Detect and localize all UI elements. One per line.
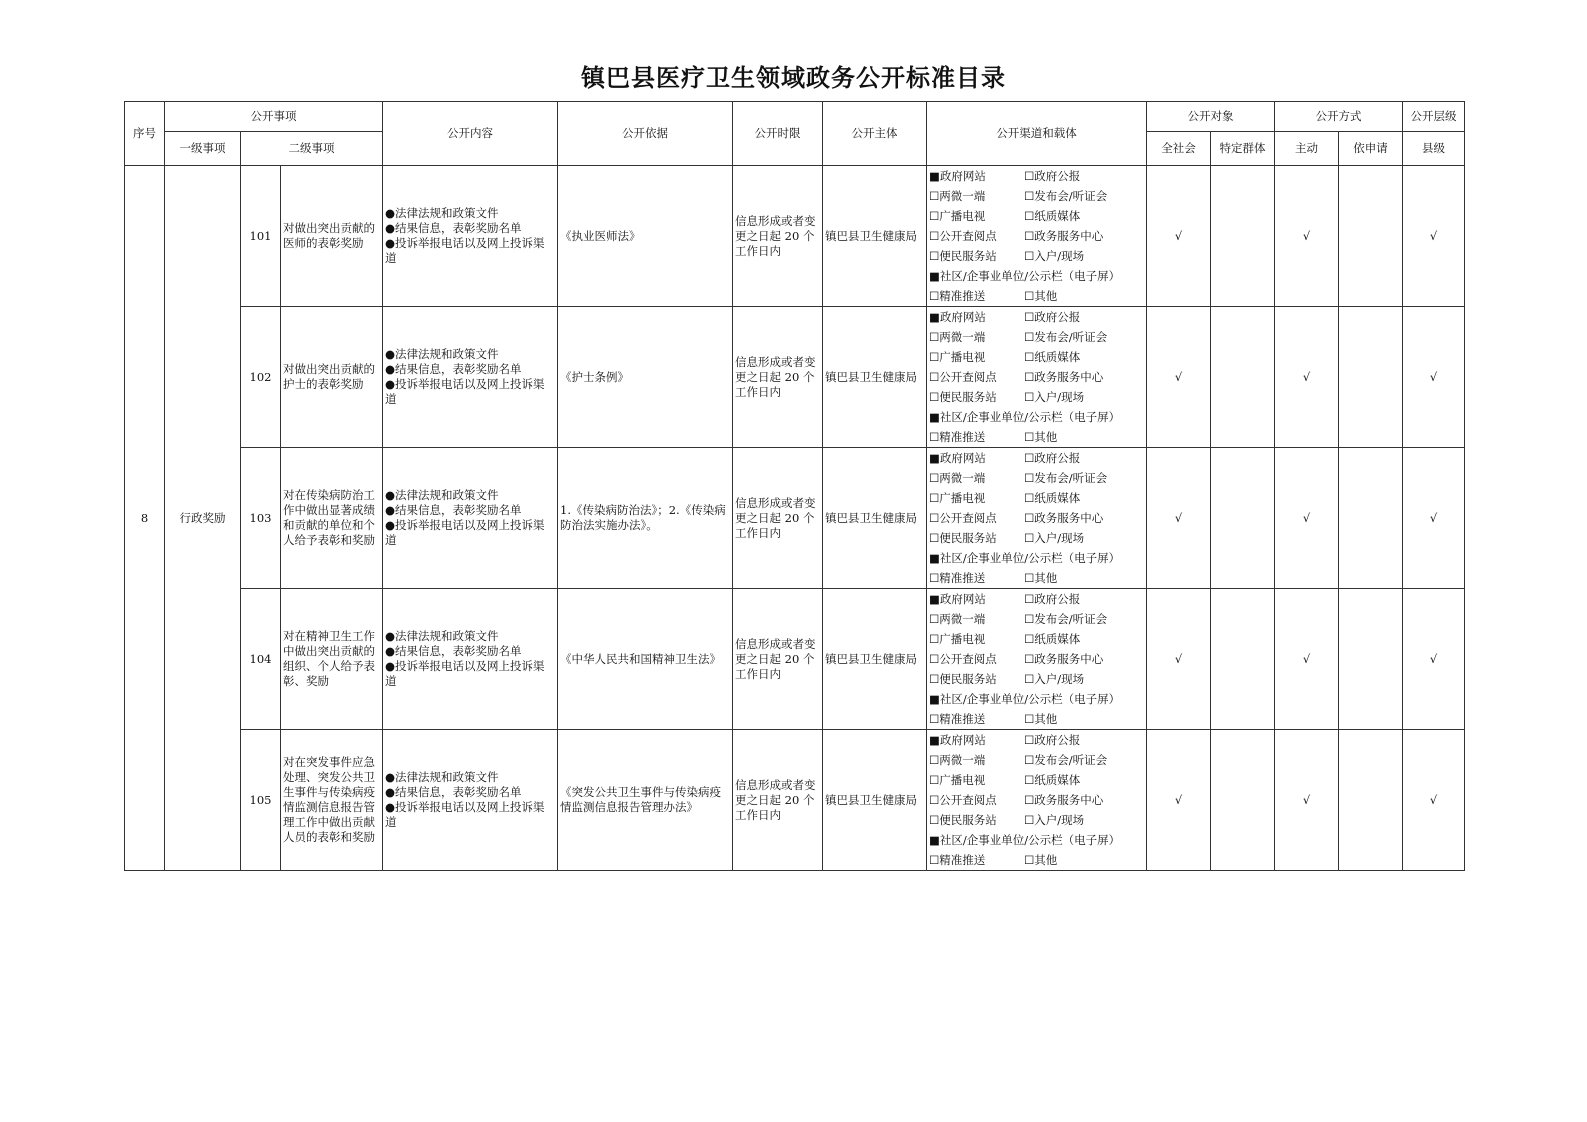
header-time-limit: 公开时限 — [733, 102, 823, 166]
channel-option: ■政府网站 — [929, 733, 986, 747]
channel-option: ☐政务服务中心 — [1024, 370, 1104, 384]
level-county-check: √ — [1403, 730, 1465, 871]
channel-line — [929, 649, 1144, 669]
group-level1-cell: 行政奖励 — [165, 166, 241, 871]
basis-cell: 1.《传染病防治法》；2.《传染病防治法实施办法》。 — [558, 448, 733, 589]
channel-option: ☐两微一端 — [929, 330, 986, 344]
table-row — [125, 166, 1465, 307]
channel-option: ☐精准推送 — [929, 712, 986, 726]
channel-option: ☐精准推送 — [929, 571, 986, 585]
content-cell — [383, 307, 558, 448]
channel-line — [929, 730, 1144, 750]
channel-option: ☐纸质媒体 — [1024, 773, 1081, 787]
table-row — [125, 307, 1465, 448]
channel-option: ☐精准推送 — [929, 289, 986, 303]
channel-line — [929, 246, 1144, 266]
channel-line — [929, 347, 1144, 367]
item-name-cell: 对在传染病防治工作中做出显著成绩和贡献的单位和个人给予表彰和奖励 — [281, 448, 383, 589]
channel-line — [929, 830, 1144, 850]
channels-cell — [927, 589, 1147, 730]
channel-line — [929, 286, 1144, 306]
channel-option: ☐广播电视 — [929, 632, 986, 646]
level-county-check: √ — [1403, 589, 1465, 730]
basis-cell: 《护士条例》 — [558, 307, 733, 448]
target-all-check: √ — [1147, 307, 1211, 448]
channel-line — [929, 367, 1144, 387]
channel-option: ☐广播电视 — [929, 209, 986, 223]
item-code-cell: 103 — [241, 448, 281, 589]
target-specific-check — [1211, 307, 1275, 448]
header-method-group: 公开方式 — [1275, 102, 1403, 132]
content-line: ●法律法规和政策文件 — [385, 206, 499, 220]
content-line: ●法律法规和政策文件 — [385, 347, 499, 361]
content-line: ●法律法规和政策文件 — [385, 629, 499, 643]
content-line: ●投诉举报电话以及网上投诉渠道 — [385, 800, 545, 829]
method-request-check — [1339, 448, 1403, 589]
method-active-check: √ — [1275, 307, 1339, 448]
content-line: ●结果信息，表彰奖励名单 — [385, 644, 522, 658]
channel-option: ☐纸质媒体 — [1024, 209, 1081, 223]
header-method-request: 依申请 — [1339, 132, 1403, 166]
method-active-check: √ — [1275, 166, 1339, 307]
item-name-cell: 对在突发事件应急处理、突发公共卫生事件与传染病疫情监测信息报告管理工作中做出贡献人员的表彰和奖励 — [281, 730, 383, 871]
channel-option: ☐两微一端 — [929, 471, 986, 485]
header-target-specific: 特定群体 — [1211, 132, 1275, 166]
level-county-check: √ — [1403, 166, 1465, 307]
header-level1: 一级事项 — [165, 132, 241, 166]
channel-line — [929, 548, 1144, 568]
item-code-cell: 101 — [241, 166, 281, 307]
channel-line — [929, 266, 1144, 286]
channel-option: ☐政府公报 — [1024, 169, 1081, 183]
channels-cell — [927, 448, 1147, 589]
channel-option: ☐纸质媒体 — [1024, 350, 1081, 364]
header-content: 公开内容 — [383, 102, 558, 166]
content-line: ●结果信息，表彰奖励名单 — [385, 221, 522, 235]
channel-option: ☐公开查阅点 — [929, 511, 997, 525]
channel-line — [929, 609, 1144, 629]
channel-option: ☐入户/现场 — [1024, 672, 1085, 686]
channel-option: ☐发布会/听证会 — [1024, 612, 1108, 626]
channel-option: ☐政府公报 — [1024, 310, 1081, 324]
channel-option: ☐政务服务中心 — [1024, 229, 1104, 243]
method-request-check — [1339, 307, 1403, 448]
level-county-check: √ — [1403, 448, 1465, 589]
channel-line — [929, 568, 1144, 588]
header-item-group: 公开事项 — [165, 102, 383, 132]
channel-line — [929, 468, 1144, 488]
channel-line — [929, 407, 1144, 427]
content-cell — [383, 730, 558, 871]
channel-line — [929, 850, 1144, 870]
basis-cell: 《突发公共卫生事件与传染病疫情监测信息报告管理办法》 — [558, 730, 733, 871]
channel-option: ☐入户/现场 — [1024, 813, 1085, 827]
header-level-group: 公开层级 — [1403, 102, 1465, 132]
channel-line — [929, 629, 1144, 649]
target-all-check: √ — [1147, 589, 1211, 730]
channel-line — [929, 327, 1144, 347]
channel-option: ☐便民服务站 — [929, 672, 997, 686]
channel-option: ☐公开查阅点 — [929, 652, 997, 666]
item-code-cell: 104 — [241, 589, 281, 730]
table-row — [125, 730, 1465, 871]
method-active-check: √ — [1275, 448, 1339, 589]
level-county-check: √ — [1403, 307, 1465, 448]
channel-line — [929, 669, 1144, 689]
channel-option: ☐精准推送 — [929, 430, 986, 444]
channel-line — [929, 307, 1144, 327]
channel-option: ■政府网站 — [929, 451, 986, 465]
channel-option: ☐政府公报 — [1024, 592, 1081, 606]
basis-cell: 《执业医师法》 — [558, 166, 733, 307]
channel-line — [929, 448, 1144, 468]
content-line: ●结果信息，表彰奖励名单 — [385, 362, 522, 376]
channel-option: ☐便民服务站 — [929, 249, 997, 263]
channel-option: ☐广播电视 — [929, 773, 986, 787]
channel-option: ☐便民服务站 — [929, 531, 997, 545]
item-code-cell: 105 — [241, 730, 281, 871]
channel-option: ☐其他 — [1024, 289, 1058, 303]
channel-option: ☐纸质媒体 — [1024, 491, 1081, 505]
basis-cell: 《中华人民共和国精神卫生法》 — [558, 589, 733, 730]
header-method-active: 主动 — [1275, 132, 1339, 166]
channel-option: ☐发布会/听证会 — [1024, 471, 1108, 485]
channel-option: ■社区/企事业单位/公示栏（电子屏） — [929, 833, 1121, 847]
channel-option: ■社区/企事业单位/公示栏（电子屏） — [929, 692, 1121, 706]
channel-option: ■社区/企事业单位/公示栏（电子屏） — [929, 551, 1121, 565]
channel-option: ☐公开查阅点 — [929, 370, 997, 384]
target-specific-check — [1211, 166, 1275, 307]
subject-cell: 镇巴县卫生健康局 — [823, 166, 927, 307]
channel-line — [929, 589, 1144, 609]
channel-option: ☐入户/现场 — [1024, 390, 1085, 404]
content-line: ●投诉举报电话以及网上投诉渠道 — [385, 518, 545, 547]
target-all-check: √ — [1147, 730, 1211, 871]
channel-option: ■政府网站 — [929, 592, 986, 606]
time-limit-cell: 信息形成或者变更之日起 20 个工作日内 — [733, 448, 823, 589]
channel-option: ☐政务服务中心 — [1024, 793, 1104, 807]
channel-option: ☐公开查阅点 — [929, 229, 997, 243]
channel-option: ☐两微一端 — [929, 753, 986, 767]
table-row — [125, 448, 1465, 589]
item-code-cell: 102 — [241, 307, 281, 448]
target-specific-check — [1211, 448, 1275, 589]
content-line: ●结果信息，表彰奖励名单 — [385, 503, 522, 517]
method-request-check — [1339, 730, 1403, 871]
channel-option: ☐其他 — [1024, 712, 1058, 726]
channel-line — [929, 166, 1144, 186]
target-all-check: √ — [1147, 448, 1211, 589]
table-row — [125, 589, 1465, 730]
channel-option: ☐政务服务中心 — [1024, 652, 1104, 666]
time-limit-cell: 信息形成或者变更之日起 20 个工作日内 — [733, 730, 823, 871]
channel-option: ☐发布会/听证会 — [1024, 330, 1108, 344]
subject-cell: 镇巴县卫生健康局 — [823, 589, 927, 730]
channel-option: ☐两微一端 — [929, 612, 986, 626]
channel-option: ☐政府公报 — [1024, 733, 1081, 747]
time-limit-cell: 信息形成或者变更之日起 20 个工作日内 — [733, 166, 823, 307]
content-cell — [383, 448, 558, 589]
channel-line — [929, 186, 1144, 206]
channel-line — [929, 709, 1144, 729]
channel-line — [929, 770, 1144, 790]
header-channels: 公开渠道和载体 — [927, 102, 1147, 166]
method-active-check: √ — [1275, 589, 1339, 730]
channel-option: ☐政务服务中心 — [1024, 511, 1104, 525]
content-line: ●投诉举报电话以及网上投诉渠道 — [385, 659, 545, 688]
page-title: 镇巴县医疗卫生领域政务公开标准目录 — [581, 63, 1006, 92]
catalog-table — [124, 101, 1465, 871]
subject-cell: 镇巴县卫生健康局 — [823, 730, 927, 871]
content-line: ●法律法规和政策文件 — [385, 488, 499, 502]
item-name-cell: 对在精神卫生工作中做出突出贡献的组织、个人给予表彰、奖励 — [281, 589, 383, 730]
channel-option: ☐纸质媒体 — [1024, 632, 1081, 646]
channel-option: ☐发布会/听证会 — [1024, 189, 1108, 203]
item-name-cell: 对做出突出贡献的护士的表彰奖励 — [281, 307, 383, 448]
channels-cell — [927, 307, 1147, 448]
channel-line — [929, 427, 1144, 447]
channel-option: ☐两微一端 — [929, 189, 986, 203]
content-line: ●法律法规和政策文件 — [385, 770, 499, 784]
header-level-county: 县级 — [1403, 132, 1465, 166]
channel-option: ☐便民服务站 — [929, 813, 997, 827]
time-limit-cell: 信息形成或者变更之日起 20 个工作日内 — [733, 307, 823, 448]
header-subject: 公开主体 — [823, 102, 927, 166]
channel-option: ☐入户/现场 — [1024, 531, 1085, 545]
channel-option: ☐入户/现场 — [1024, 249, 1085, 263]
channel-option: ☐广播电视 — [929, 350, 986, 364]
channel-option: ☐便民服务站 — [929, 390, 997, 404]
content-cell — [383, 166, 558, 307]
header-basis: 公开依据 — [558, 102, 733, 166]
channel-option: ☐发布会/听证会 — [1024, 753, 1108, 767]
header-seq: 序号 — [125, 102, 165, 166]
channel-option: ☐广播电视 — [929, 491, 986, 505]
method-active-check: √ — [1275, 730, 1339, 871]
channel-line — [929, 790, 1144, 810]
method-request-check — [1339, 166, 1403, 307]
channel-line — [929, 488, 1144, 508]
channel-option: ☐其他 — [1024, 853, 1058, 867]
group-seq-cell: 8 — [125, 166, 165, 871]
content-line: ●投诉举报电话以及网上投诉渠道 — [385, 377, 545, 406]
channel-line — [929, 810, 1144, 830]
target-specific-check — [1211, 730, 1275, 871]
channel-line — [929, 528, 1144, 548]
header-level2: 二级事项 — [241, 132, 383, 166]
item-name-cell: 对做出突出贡献的医师的表彰奖励 — [281, 166, 383, 307]
channel-line — [929, 508, 1144, 528]
channel-option: ☐公开查阅点 — [929, 793, 997, 807]
method-request-check — [1339, 589, 1403, 730]
channels-cell — [927, 730, 1147, 871]
target-all-check: √ — [1147, 166, 1211, 307]
channel-option: ☐政府公报 — [1024, 451, 1081, 465]
subject-cell: 镇巴县卫生健康局 — [823, 448, 927, 589]
channel-line — [929, 689, 1144, 709]
channel-option: ■社区/企事业单位/公示栏（电子屏） — [929, 410, 1121, 424]
channel-option: ■政府网站 — [929, 169, 986, 183]
channel-option: ■社区/企事业单位/公示栏（电子屏） — [929, 269, 1121, 283]
content-line: ●结果信息，表彰奖励名单 — [385, 785, 522, 799]
target-specific-check — [1211, 589, 1275, 730]
table-body — [125, 166, 1465, 871]
header-target-all: 全社会 — [1147, 132, 1211, 166]
channels-cell — [927, 166, 1147, 307]
channel-option: ☐其他 — [1024, 571, 1058, 585]
channel-line — [929, 750, 1144, 770]
channel-option: ☐精准推送 — [929, 853, 986, 867]
subject-cell: 镇巴县卫生健康局 — [823, 307, 927, 448]
channel-option: ■政府网站 — [929, 310, 986, 324]
channel-line — [929, 387, 1144, 407]
time-limit-cell: 信息形成或者变更之日起 20 个工作日内 — [733, 589, 823, 730]
channel-line — [929, 226, 1144, 246]
channel-option: ☐其他 — [1024, 430, 1058, 444]
channel-line — [929, 206, 1144, 226]
content-line: ●投诉举报电话以及网上投诉渠道 — [385, 236, 545, 265]
header-target-group: 公开对象 — [1147, 102, 1275, 132]
content-cell — [383, 589, 558, 730]
